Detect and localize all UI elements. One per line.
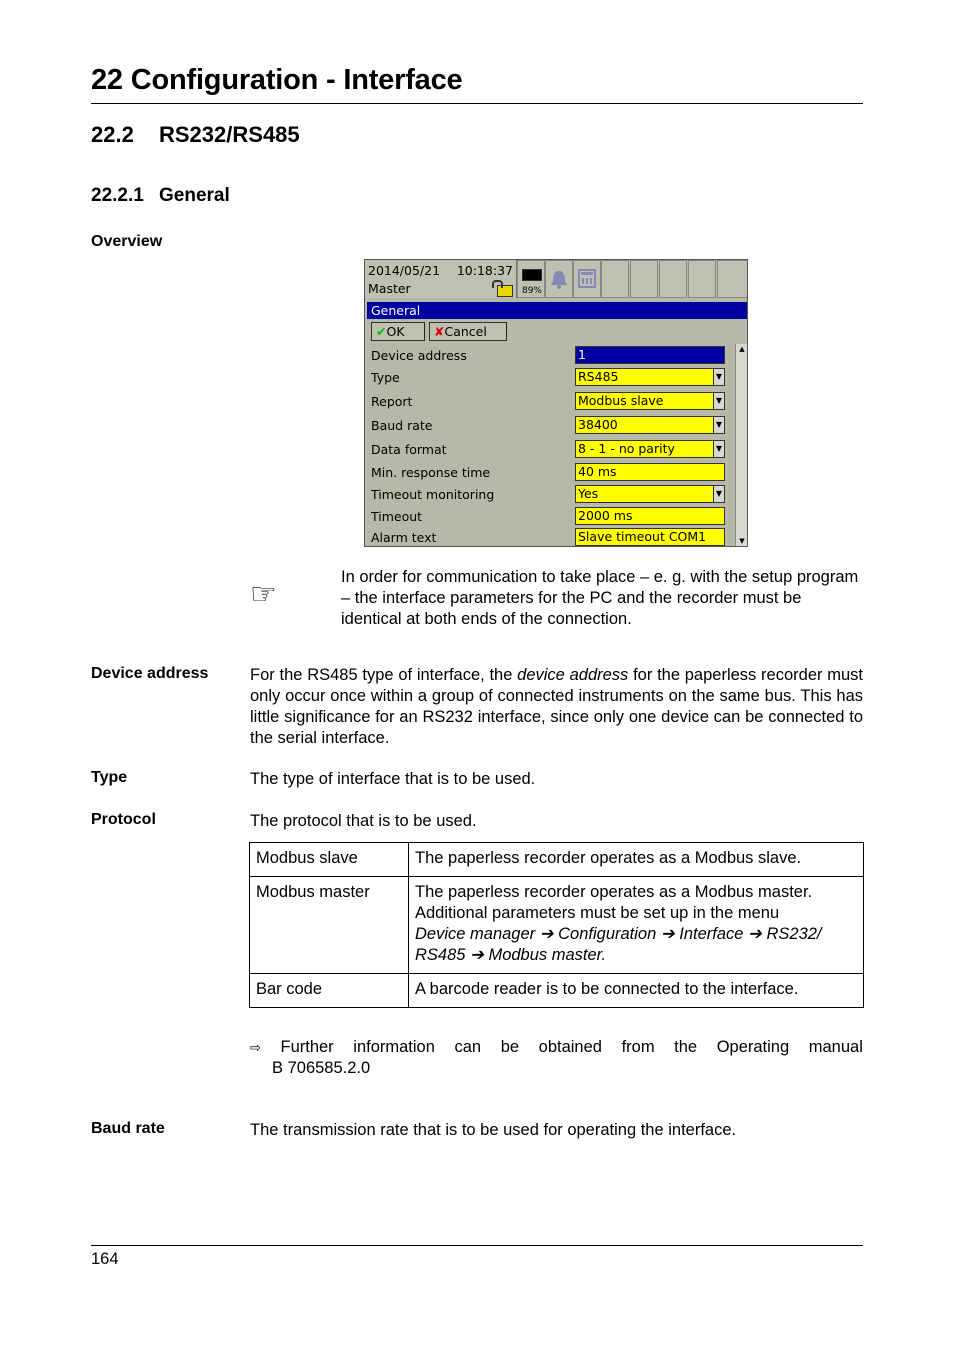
parameter-input[interactable]: 40 ms [575, 463, 725, 481]
chevron-down-icon[interactable]: ▼ [713, 486, 724, 502]
protocol-label: Protocol [91, 811, 156, 828]
baud-rate-label: Baud rate [91, 1120, 165, 1137]
info-word: Operating [716, 1038, 790, 1056]
scroll-up-icon[interactable]: ▲ [739, 345, 745, 353]
info-word: from [621, 1038, 655, 1056]
overview-label: Overview [91, 233, 163, 250]
device-screenshot [364, 259, 748, 547]
note-text: In order for communication to take place – e. g. with the setup program – the interface parameters for the PC and the recorder must be identical at both ends of the connection. [341, 568, 859, 628]
parameter-row [371, 415, 731, 437]
user-readout: Master [368, 281, 411, 296]
memory-card-icon [522, 269, 542, 281]
alarm-button[interactable] [545, 260, 573, 298]
lock-open-icon [497, 285, 513, 297]
chevron-down-icon[interactable]: ▼ [713, 369, 724, 385]
chapter-title: 22 Configuration - Interface [91, 64, 463, 96]
empty-button-5[interactable] [717, 260, 748, 298]
pointing-hand-icon: ☞ [250, 578, 277, 611]
device-address-label: Device address [91, 665, 209, 682]
subsection-number: 22.2.1 [91, 185, 144, 206]
further-info-note [250, 1037, 863, 1079]
parameter-row [371, 345, 731, 367]
protocol-name: Modbus slave [250, 843, 409, 877]
device-address-text: For the RS485 type of interface, the device address for the paperless recorder must only occur once within a group of connected instruments on the same bus. This has little significance for an RS232 interface, since only one device can be connected to the serial interface. [250, 666, 863, 747]
parameter-dropdown[interactable]: RS485 ▼ [575, 368, 725, 386]
parameter-row [371, 462, 731, 484]
parameter-dropdown[interactable]: Yes ▼ [575, 485, 725, 503]
status-panel [365, 260, 517, 298]
parameter-row [371, 527, 731, 547]
time-readout: 10:18:37 [456, 263, 513, 278]
parameter-row [371, 439, 731, 461]
protocol-description: The paperless recorder operates as a Modbus master. Additional parameters must be set up in the menu Device manager ➔ Configuration ➔ Interface ➔ RS232/ RS485 ➔ Modbus master. [409, 877, 864, 974]
calculator-icon [574, 261, 600, 297]
parameter-input[interactable]: 2000 ms [575, 507, 725, 525]
protocol-description: The paperless recorder operates as a Modbus slave. [409, 843, 864, 877]
empty-button-1[interactable] [601, 260, 629, 298]
protocol-name: Modbus master [250, 877, 409, 974]
protocol-table [249, 842, 864, 1008]
parameter-label: Timeout [371, 509, 423, 524]
section-heading [91, 122, 300, 148]
device-status-bar [365, 260, 748, 300]
parameter-dropdown[interactable]: Modbus slave ▼ [575, 392, 725, 410]
parameter-row [371, 484, 731, 506]
footer-rule [91, 1245, 863, 1246]
type-label: Type [91, 769, 128, 786]
section-number: 22.2 [91, 122, 134, 147]
ok-button[interactable]: ✔OK [371, 322, 425, 341]
manual-reference: B 706585.2.0 [272, 1059, 371, 1077]
close-icon: ✘ [434, 324, 445, 339]
cancel-button[interactable]: ✘Cancel [429, 322, 507, 341]
subsection-title: General [159, 185, 230, 206]
scrollbar[interactable] [735, 344, 748, 546]
table-row [250, 974, 864, 1008]
parameter-label: Device address [371, 348, 467, 363]
alarm-bell-icon [546, 261, 572, 297]
check-icon: ✔ [376, 324, 387, 339]
parameter-row [371, 506, 731, 528]
arrow-right-icon: ⇨ [250, 1040, 261, 1055]
protocol-description: A barcode reader is to be connected to the interface. [409, 974, 864, 1008]
parameter-dropdown[interactable]: 38400 ▼ [575, 416, 725, 434]
parameter-label: Data format [371, 442, 447, 457]
chevron-down-icon[interactable]: ▼ [713, 393, 724, 409]
subsection-heading [91, 185, 230, 207]
parameter-label: Alarm text [371, 530, 437, 545]
info-word: the [674, 1038, 698, 1056]
parameter-label: Min. response time [371, 465, 491, 480]
scroll-down-icon[interactable]: ▼ [739, 537, 745, 545]
dialog-title: General [367, 302, 747, 319]
empty-button-3[interactable] [659, 260, 687, 298]
table-row [250, 843, 864, 877]
protocol-name: Bar code [250, 974, 409, 1008]
menu-path: Device manager ➔ Configuration ➔ Interface ➔ RS232/ RS485 ➔ Modbus master. [415, 925, 822, 964]
parameter-input[interactable]: 1 [575, 346, 725, 364]
further-info-line1 [250, 1037, 863, 1058]
type-text: The type of interface that is to be used. [250, 770, 536, 788]
parameter-label: Type [371, 370, 400, 385]
baud-rate-text: The transmission rate that is to be used for operating the interface. [250, 1121, 737, 1139]
date-readout: 2014/05/21 [368, 263, 441, 278]
parameter-label: Timeout monitoring [371, 487, 495, 502]
info-word: obtained [538, 1038, 602, 1056]
parameter-row [371, 391, 731, 413]
memory-card-button[interactable] [517, 260, 545, 298]
protocol-text: The protocol that is to be used. [250, 812, 477, 830]
parameter-label: Report [371, 394, 413, 409]
info-word: be [500, 1038, 520, 1056]
parameter-label: Baud rate [371, 418, 433, 433]
parameter-row [371, 367, 731, 389]
info-word: manual [808, 1038, 863, 1056]
parameter-dropdown[interactable]: 8 - 1 - no parity ▼ [575, 440, 725, 458]
table-row [250, 877, 864, 974]
chevron-down-icon[interactable]: ▼ [713, 441, 724, 457]
empty-button-4[interactable] [688, 260, 716, 298]
header-rule [91, 103, 863, 104]
page-number: 164 [91, 1250, 119, 1268]
info-word: information [353, 1038, 435, 1056]
info-word: can [454, 1038, 482, 1056]
empty-button-2[interactable] [630, 260, 658, 298]
calculator-button[interactable] [573, 260, 601, 298]
parameter-input[interactable]: Slave timeout COM1 [575, 528, 725, 546]
chevron-down-icon[interactable]: ▼ [713, 417, 724, 433]
info-word: Further [280, 1038, 334, 1056]
section-title: RS232/RS485 [159, 122, 300, 147]
memory-percent: 89% [521, 286, 542, 296]
